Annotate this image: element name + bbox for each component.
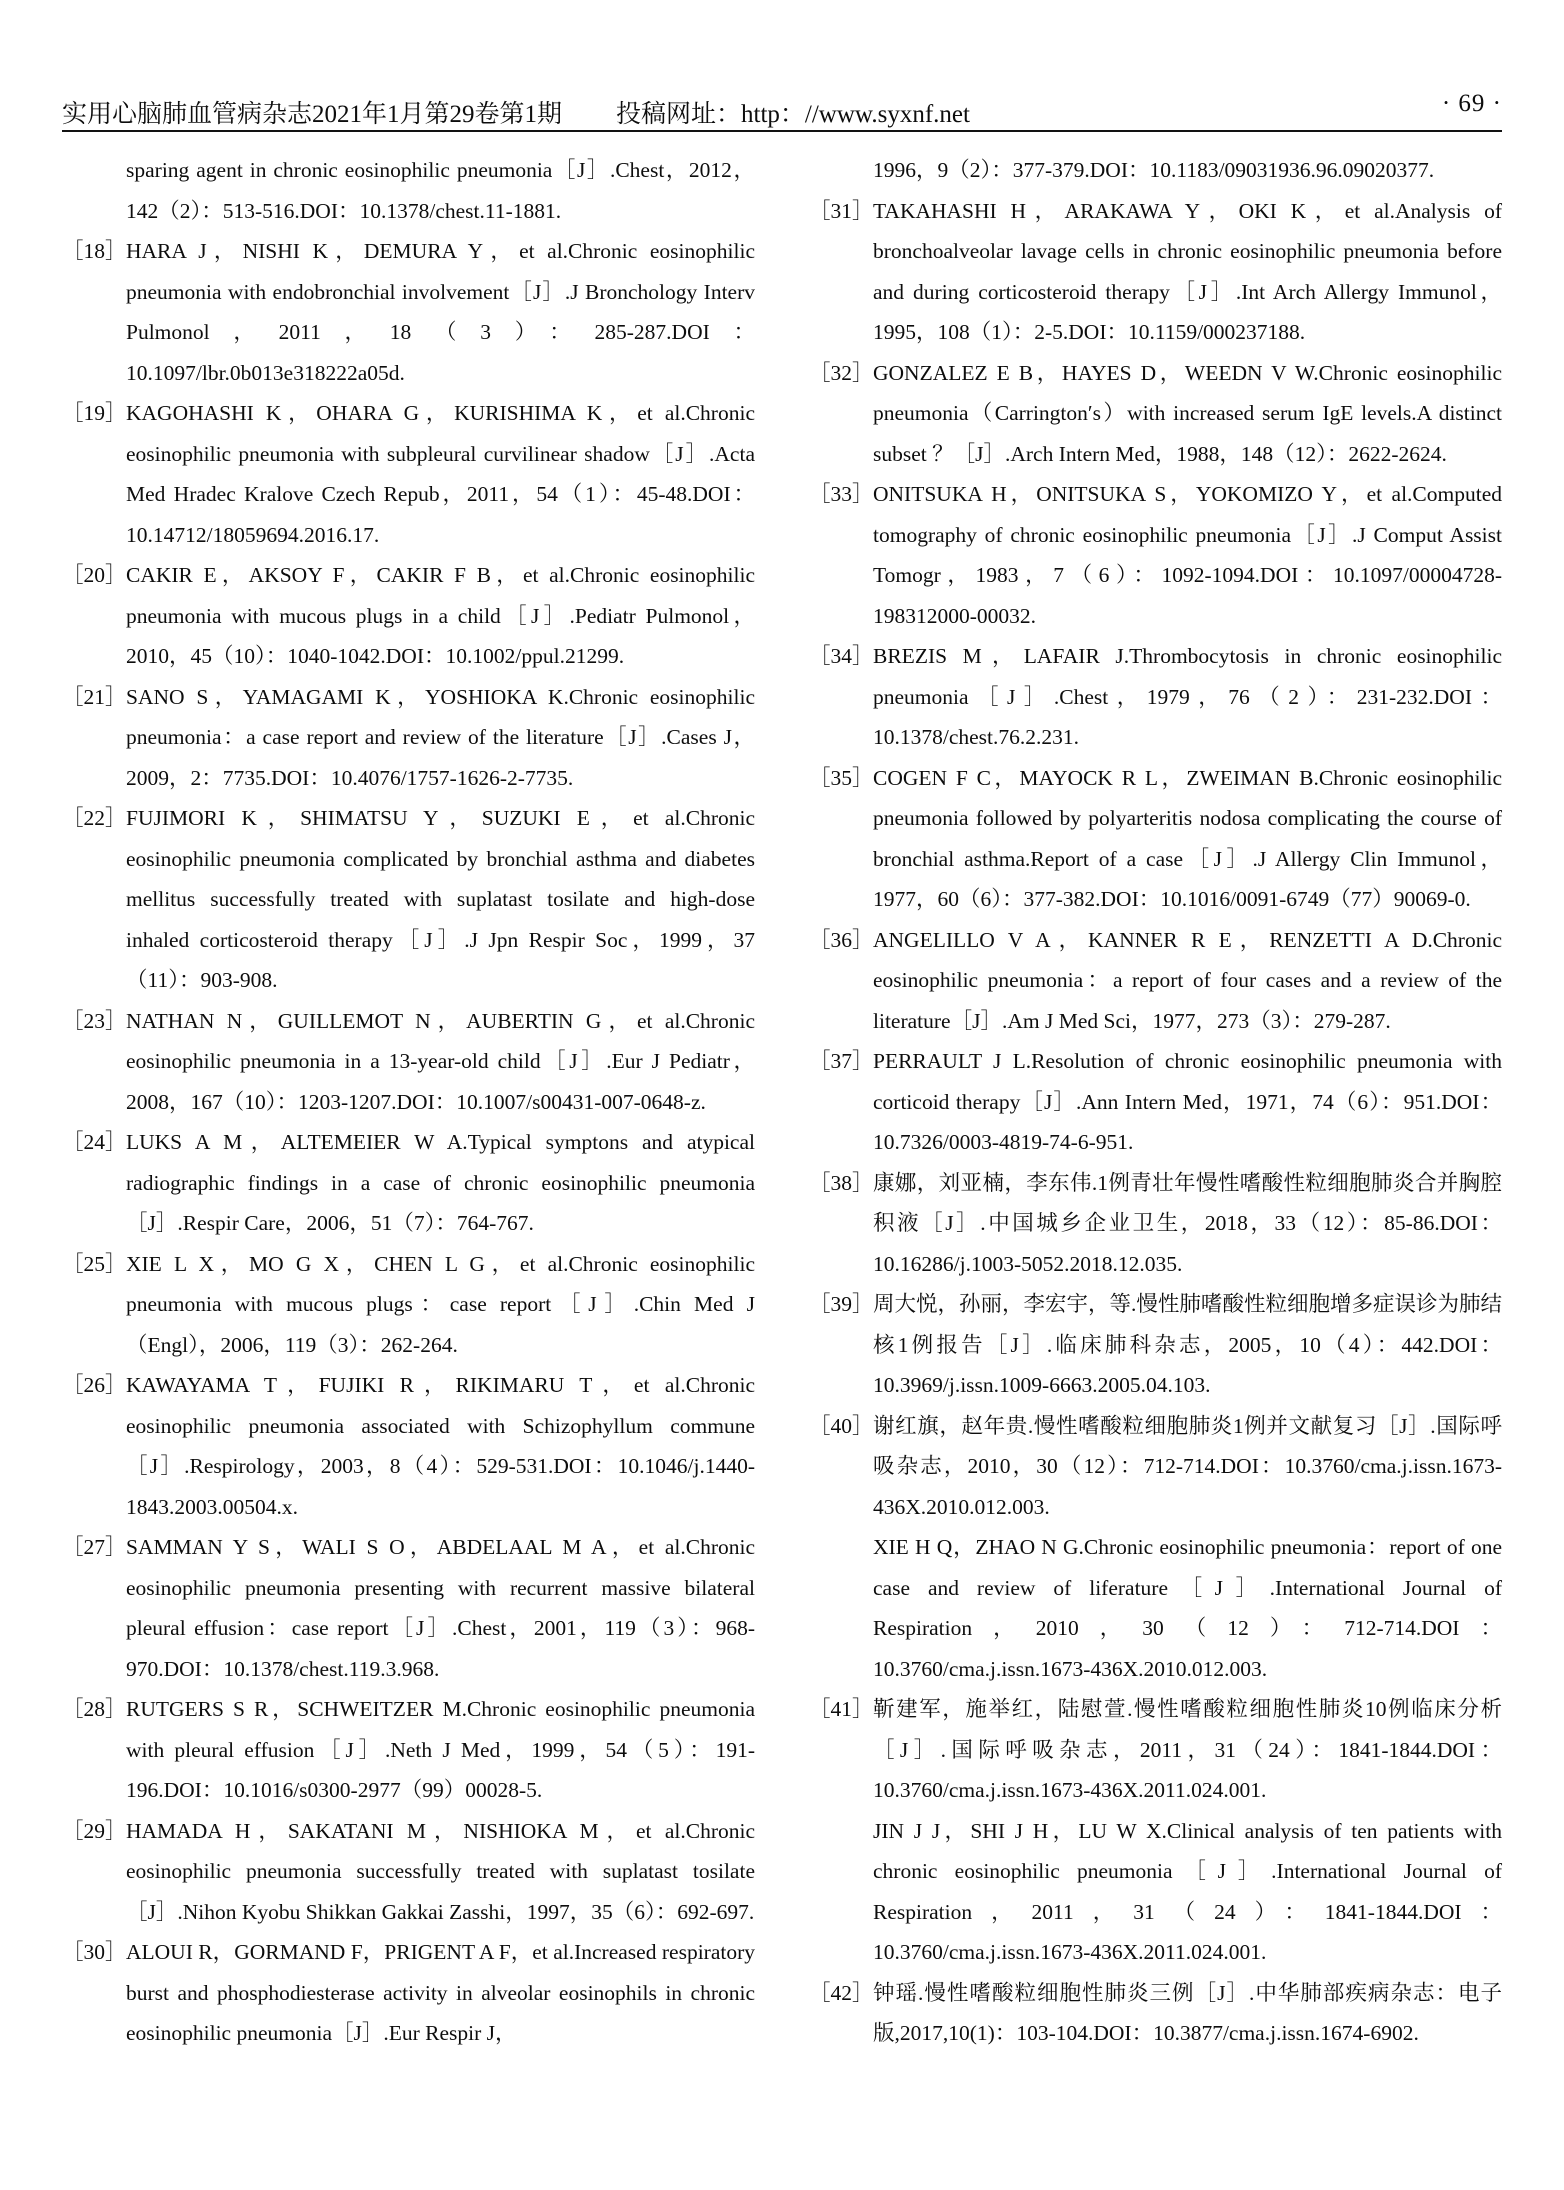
reference-number: ［19］ [62, 401, 127, 425]
reference-text: JIN J J，SHI J H，LU W X.Clinical analysis of ten patients with chronic eosinophilic pneumonia［J］.International Journal of Respiration，2011，31（24）：1841-1844.DOI：10.3760/cma.j.issn.1673-436X.2011.024.001. [873, 1818, 1502, 1964]
reference-number: ［20］ [62, 563, 127, 587]
reference-text: SAMMAN Y S，WALI S O，ABDELAAL M A，et al.Chronic eosinophilic pneumonia presenting with recurrent massive bilateral pleural effusion：case report［J］.Chest，2001，119（3）：968-970.DOI：10.1378/chest.119.3.968. [126, 1535, 755, 1681]
reference-number: ［23］ [62, 1008, 127, 1033]
reference-number: ［33］ [809, 482, 874, 506]
reference-text: 1996，9（2）：377-379.DOI：10.1183/09031936.96.09020377. [873, 158, 1435, 182]
reference-text: sparing agent in chronic eosinophilic pneumonia［J］.Chest，2012，142（2）：513-516.DOI：10.1378/chest.11-1881. [126, 158, 755, 223]
reference-entry [62, 150, 755, 231]
reference-entry [62, 231, 755, 393]
reference-entry [62, 555, 755, 677]
page-number: · 69 · [1441, 90, 1502, 117]
body-columns [62, 150, 1502, 2054]
reference-text: HAMADA H，SAKATANI M，NISHIOKA M，et al.Chronic eosinophilic pneumonia successfully treated with suplatast tosilate［J］.Nihon Kyobu Shikkan Gakkai Zasshi，1997，35（6）：692-697. [126, 1818, 755, 1924]
reference-text: TAKAHASHI H，ARAKAWA Y，OKI K，et al.Analysis of bronchoalveolar lavage cells in chronic eosinophilic pneumonia before and during corticosteroid therapy［J］.Int Arch Allergy Immunol，1995，108（1）：2-5.DOI：10.1159/000237188. [873, 198, 1502, 344]
submission-website: 投稿网址：http：//www.syxnf.net [616, 100, 970, 128]
right-column [809, 150, 1502, 2054]
reference-entry [62, 1001, 755, 1123]
reference-text: GONZALEZ E B，HAYES D，WEEDN V W.Chronic eosinophilic pneumonia（Carrington′s）with increased serum IgE levels.A distinct subset ？［J］.Arch Intern Med，1988，148（12）：2622-2624. [873, 360, 1502, 466]
reference-entry [809, 1689, 1502, 1811]
reference-text: RUTGERS S R，SCHWEITZER M.Chronic eosinophilic pneumonia with pleural effusion［J］.Neth J Med，1999，54（5）：191-196.DOI：10.1016/s0300-2977（99）00028-5. [126, 1697, 755, 1802]
reference-number: ［22］ [62, 806, 127, 830]
reference-entry [809, 1163, 1502, 1285]
reference-text: KAGOHASHI K，OHARA G，KURISHIMA K，et al.Chronic eosinophilic pneumonia with subpleural curvilinear shadow［J］.Acta Med Hradec Kralove Czech Repub，2011，54（1）：45-48.DOI：10.14712/18059694.2016.17. [126, 401, 755, 547]
reference-text: 钟瑶.慢性嗜酸粒细胞性肺炎三例［J］.中华肺部疾病杂志：电子版,2017,10(1)：103-104.DOI：10.3877/cma.j.issn.1674-6902. [873, 1980, 1502, 2045]
reference-entry [809, 1041, 1502, 1163]
reference-text: 康娜，刘亚楠，李东伟.1例青壮年慢性嗜酸性粒细胞肺炎合并胸腔积液［J］.中国城乡企业卫生，2018，33（12）：85-86.DOI：10.16286/j.1003-5052.2018.12.035. [873, 1170, 1502, 1276]
running-head-rule [62, 88, 1502, 132]
reference-entry [809, 1284, 1502, 1406]
reference-text: HARA J，NISHI K，DEMURA Y，et al.Chronic eosinophilic pneumonia with endobronchial involvement［J］.J Bronchology Interv Pulmonol，2011，18（3）：285-287.DOI：10.1097/lbr.0b013e318222a05d. [126, 239, 755, 385]
reference-text: COGEN F C，MAYOCK R L，ZWEIMAN B.Chronic eosinophilic pneumonia followed by polyarteritis nodosa complicating the course of bronchial asthma.Report of a case［J］.J Allergy Clin Immunol，1977，60（6）：377-382.DOI：10.1016/0091-6749（77）90069-0. [873, 765, 1502, 911]
reference-number: ［26］ [62, 1373, 127, 1397]
reference-entry [809, 1811, 1502, 1973]
reference-entry [62, 1689, 755, 1811]
reference-entry [809, 636, 1502, 758]
reference-text: XIE H Q，ZHAO N G.Chronic eosinophilic pneumonia：report of one case and review of liferature［J］.International Journal of Respiration，2010，30（12）：712-714.DOI：10.3760/cma.j.issn.1673-436X.2010.012.003. [873, 1535, 1502, 1681]
reference-text: ANGELILLO V A，KANNER R E，RENZETTI A D.Chronic eosinophilic pneumonia：a report of four cases and a review of the literature［J］.Am J Med Sci，1977，273（3）：279-287. [873, 927, 1502, 1033]
reference-number: ［32］ [809, 360, 874, 385]
reference-entry [809, 191, 1502, 353]
reference-number: ［42］ [809, 1980, 874, 2005]
reference-number: ［34］ [809, 644, 874, 668]
running-head [62, 88, 1502, 134]
reference-text: 周大悦，孙丽，李宏宇，等.慢性肺嗜酸性粒细胞增多症误诊为肺结核1例报告［J］.临床肺科杂志，2005，10（4）：442.DOI：10.3969/j.issn.1009-6663.2005.04.103. [873, 1292, 1502, 1397]
reference-entry [62, 1244, 755, 1366]
reference-number: ［38］ [809, 1170, 874, 1195]
reference-entry [809, 474, 1502, 636]
reference-text: BREZIS M，LAFAIR J.Thrombocytosis in chronic eosinophilic pneumonia［J］.Chest，1979，76（2）：231-232.DOI：10.1378/chest.76.2.231. [873, 644, 1502, 749]
reference-text: 靳建军，施举红，陆慰萱.慢性嗜酸粒细胞性肺炎10例临床分析［J］.国际呼吸杂志，2011，31（24）：1841-1844.DOI：10.3760/cma.j.issn.1673-436X.2011.024.001. [873, 1697, 1502, 1802]
reference-number: ［29］ [62, 1818, 127, 1843]
reference-number: ［35］ [809, 765, 874, 790]
left-column [62, 150, 755, 2054]
reference-text: CAKIR E，AKSOY F，CAKIR F B，et al.Chronic eosinophilic pneumonia with mucous plugs in a child［J］.Pediatr Pulmonol，2010，45（10）：1040-1042.DOI：10.1002/ppul.21299. [126, 563, 755, 668]
reference-text: LUKS A M，ALTEMEIER W A.Typical symptons and atypical radiographic findings in a case of chronic eosinophilic pneumonia［J］.Respir Care，2006，51（7）：764-767. [126, 1130, 755, 1235]
reference-entry [62, 1527, 755, 1689]
reference-entry [809, 920, 1502, 1042]
reference-entry [809, 353, 1502, 475]
reference-number: ［24］ [62, 1130, 127, 1154]
reference-entry [62, 1365, 755, 1527]
reference-entry [809, 150, 1502, 191]
reference-text: ALOUI R，GORMAND F，PRIGENT A F，et al.Increased respiratory burst and phosphodiesterase activity in alveolar eosinophils in chronic eosinophilic pneumonia［J］.Eur Respir J， [126, 1940, 755, 2045]
reference-entry [809, 758, 1502, 920]
reference-number: ［18］ [62, 239, 127, 263]
reference-number: ［27］ [62, 1535, 127, 1559]
reference-entry [809, 1406, 1502, 1528]
reference-text: SANO S，YAMAGAMI K，YOSHIOKA K.Chronic eosinophilic pneumonia：a case report and review of the literature［J］.Cases J，2009，2：7735.DOI：10.4076/1757-1626-2-7735. [126, 684, 755, 790]
reference-number: ［41］ [809, 1697, 874, 1721]
reference-text: XIE L X，MO G X，CHEN L G，et al.Chronic eosinophilic pneumonia with mucous plugs：case report［J］.Chin Med J（Engl），2006，119（3）：262-264. [126, 1251, 755, 1357]
reference-entry [809, 1527, 1502, 1689]
reference-number: ［37］ [809, 1049, 874, 1073]
reference-number: ［25］ [62, 1251, 127, 1276]
reference-number: ［36］ [809, 927, 874, 952]
reference-entry [62, 1122, 755, 1244]
reference-text: 谢红旗，赵年贵.慢性嗜酸粒细胞肺炎1例并文献复习［J］.国际呼吸杂志，2010，30（12）：712-714.DOI：10.3760/cma.j.issn.1673-436X.2010.012.003. [873, 1413, 1502, 1519]
journal-issue-line: 实用心脑肺血管病杂志2021年1月第29卷第1期 [62, 100, 563, 128]
reference-text: KAWAYAMA T，FUJIKI R，RIKIMARU T，et al.Chronic eosinophilic pneumonia associated with Schizophyllum commune［J］.Respirology，2003，8（4）：529-531.DOI：10.1046/j.1440-1843.2003.00504.x. [126, 1373, 755, 1519]
reference-text: NATHAN N，GUILLEMOT N，AUBERTIN G，et al.Chronic eosinophilic pneumonia in a 13-year-old child［J］.Eur J Pediatr，2008，167（10）：1203-1207.DOI：10.1007/s00431-007-0648-z. [126, 1008, 755, 1114]
reference-entry [62, 1932, 755, 2054]
reference-entry [809, 1973, 1502, 2054]
reference-number: ［39］ [809, 1292, 874, 1316]
reference-text: PERRAULT J L.Resolution of chronic eosinophilic pneumonia with corticoid therapy［J］.Ann Intern Med，1971，74（6）：951.DOI：10.7326/0003-4819-74-6-951. [873, 1049, 1502, 1154]
reference-entry [62, 798, 755, 1001]
reference-number: ［28］ [62, 1697, 127, 1721]
reference-number: ［40］ [809, 1413, 874, 1438]
reference-entry [62, 677, 755, 799]
reference-text: ONITSUKA H，ONITSUKA S，YOKOMIZO Y，et al.Computed tomography of chronic eosinophilic pneumonia［J］.J Comput Assist Tomogr，1983，7（6）：1092-1094.DOI：10.1097/00004728-198312000-00032. [873, 482, 1502, 628]
reference-entry [62, 1811, 755, 1933]
reference-entry [62, 393, 755, 555]
reference-number: ［31］ [809, 198, 874, 223]
reference-number: ［30］ [62, 1940, 127, 1964]
reference-number: ［21］ [62, 684, 127, 709]
reference-text: FUJIMORI K，SHIMATSU Y，SUZUKI E，et al.Chronic eosinophilic pneumonia complicated by bronchial asthma and diabetes mellitus successfully treated with suplatast tosilate and high-dose inhaled corticosteroid therapy［J］.J Jpn Respir Soc，1999，37（11）：903-908. [126, 806, 755, 992]
